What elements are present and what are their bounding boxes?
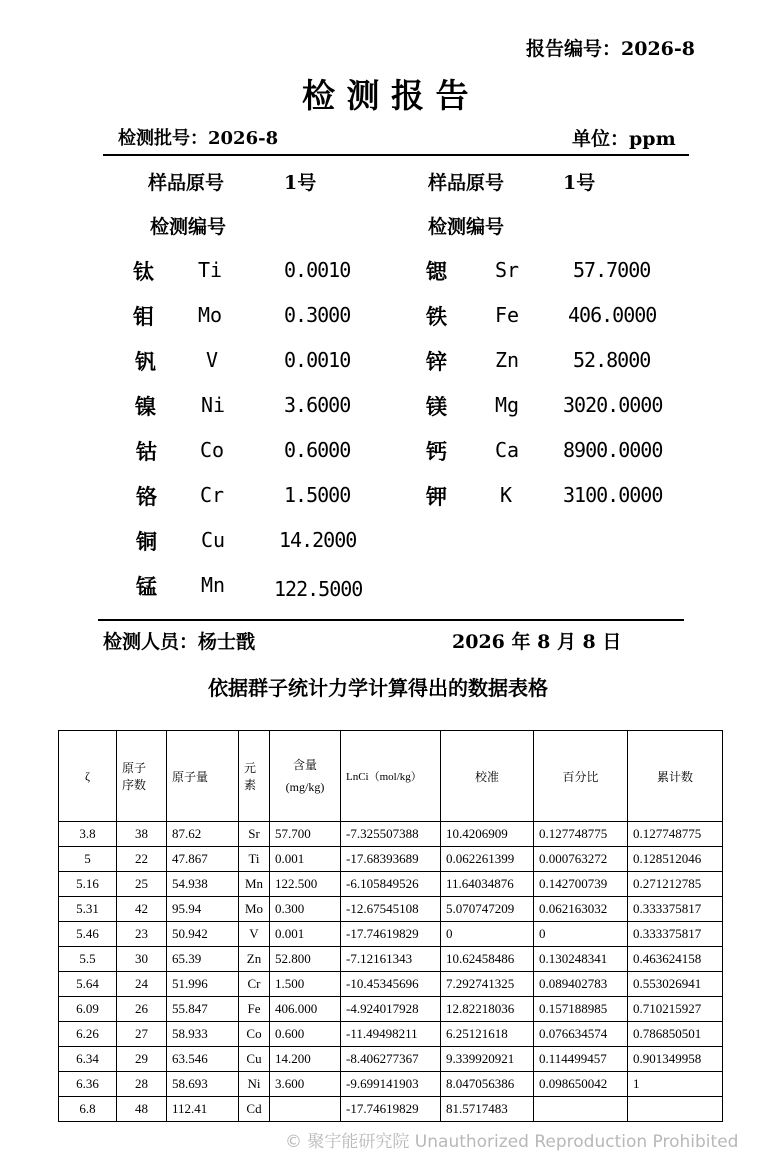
table-row <box>59 897 723 922</box>
table-cell: 6.36 <box>59 1072 117 1097</box>
element-value: 57.7000 <box>573 258 651 282</box>
table-cell: 5.46 <box>59 922 117 947</box>
table-cell: 0.128512046 <box>628 847 723 872</box>
table-cell: 55.847 <box>167 997 239 1022</box>
test-no-label-right: 检测编号 <box>428 216 505 238</box>
table-cell: 0.333375817 <box>628 922 723 947</box>
table-cell: 58.933 <box>167 1022 239 1047</box>
table-cell: 65.39 <box>167 947 239 972</box>
table-cell: 0.001 <box>270 922 341 947</box>
table-row <box>59 1022 723 1047</box>
table-cell: -17.74619829 <box>341 1097 441 1122</box>
header-cell: ζ <box>59 731 117 822</box>
report-number: 报告编号：2026-8 <box>526 38 695 60</box>
table-cell: 8.047056386 <box>441 1072 534 1097</box>
element-name: 镍 <box>135 394 156 419</box>
element-value: 406.0000 <box>568 303 657 327</box>
sample-label-right: 样品原号 <box>428 172 505 194</box>
table-cell: -9.699141903 <box>341 1072 441 1097</box>
table-row <box>59 922 723 947</box>
table-cell: 7.292741325 <box>441 972 534 997</box>
element-symbol: Ni <box>201 393 226 417</box>
table-cell: 42 <box>117 897 167 922</box>
element-value: 52.8000 <box>573 348 651 372</box>
element-symbol: Ca <box>495 438 520 462</box>
table-cell: 38 <box>117 822 167 847</box>
element-name: 锌 <box>426 349 447 374</box>
header-cell: 原子量 <box>167 731 239 822</box>
table-cell: 0 <box>441 922 534 947</box>
table-cell: Mo <box>239 897 270 922</box>
table-cell: -17.68393689 <box>341 847 441 872</box>
table-header-row <box>59 731 723 822</box>
table-cell: 6.25121618 <box>441 1022 534 1047</box>
table-cell: 23 <box>117 922 167 947</box>
table-cell: Cu <box>239 1047 270 1072</box>
watermark: © 聚宇能研究院 Unauthorized Reproduction Prohibited <box>285 1132 739 1152</box>
element-name: 锶 <box>426 259 447 284</box>
table-cell: 0.463624158 <box>628 947 723 972</box>
table-cell: 0.089402783 <box>534 972 628 997</box>
table-cell: -12.67545108 <box>341 897 441 922</box>
table-cell: 0.901349958 <box>628 1047 723 1072</box>
table-cell: 5 <box>59 847 117 872</box>
table-cell: 52.800 <box>270 947 341 972</box>
table-row <box>59 822 723 847</box>
test-no-label-left: 检测编号 <box>150 216 227 238</box>
element-name: 钼 <box>133 304 154 329</box>
table-cell: 1.500 <box>270 972 341 997</box>
element-symbol: Co <box>200 438 225 462</box>
table-cell: 0.062261399 <box>441 847 534 872</box>
table-cell: 10.4206909 <box>441 822 534 847</box>
element-value: 3020.0000 <box>563 393 663 417</box>
element-value: 14.2000 <box>279 528 357 552</box>
element-name: 钴 <box>136 439 157 464</box>
table-cell: 14.200 <box>270 1047 341 1072</box>
page-title: 检 测 报 告 <box>302 76 469 115</box>
table-cell: -7.12161343 <box>341 947 441 972</box>
table-cell: 25 <box>117 872 167 897</box>
table-cell: 50.942 <box>167 922 239 947</box>
table-cell: 48 <box>117 1097 167 1122</box>
table-cell: 63.546 <box>167 1047 239 1072</box>
table-cell: 0.710215927 <box>628 997 723 1022</box>
table-cell: -4.924017928 <box>341 997 441 1022</box>
element-symbol: V <box>206 348 219 372</box>
element-name: 钛 <box>133 259 154 284</box>
table-cell: 29 <box>117 1047 167 1072</box>
table-cell: 112.41 <box>167 1097 239 1122</box>
table-cell: -8.406277367 <box>341 1047 441 1072</box>
element-value: 0.6000 <box>284 438 351 462</box>
table-cell: 5.070747209 <box>441 897 534 922</box>
batch-number: 检测批号：2026-8 <box>118 128 279 149</box>
element-value: 122.5000 <box>274 577 363 601</box>
element-symbol: Fe <box>495 303 520 327</box>
table-cell: 6.09 <box>59 997 117 1022</box>
table-cell: 26 <box>117 997 167 1022</box>
table-cell: 27 <box>117 1022 167 1047</box>
element-name: 钙 <box>426 439 447 464</box>
table-cell: 0.098650042 <box>534 1072 628 1097</box>
element-symbol: Cr <box>200 483 225 507</box>
table-cell: 0.001 <box>270 847 341 872</box>
element-name: 锰 <box>136 574 157 599</box>
table-cell: 0.600 <box>270 1022 341 1047</box>
table-cell: 5.64 <box>59 972 117 997</box>
table-cell: 10.62458486 <box>441 947 534 972</box>
table-cell: 0.271212785 <box>628 872 723 897</box>
sample-value-left: 1号 <box>284 172 317 194</box>
header-cell: 元 素 <box>239 731 270 822</box>
table-row <box>59 847 723 872</box>
table-cell: 0.333375817 <box>628 897 723 922</box>
table-cell <box>534 1097 628 1122</box>
table-title: 依据群子统计力学计算得出的数据表格 <box>208 676 548 700</box>
element-value: 0.0010 <box>284 348 351 372</box>
table-cell: 0.062163032 <box>534 897 628 922</box>
table-cell: 54.938 <box>167 872 239 897</box>
element-name: 铁 <box>426 304 447 329</box>
table-cell: Cr <box>239 972 270 997</box>
header-cell: 含量 (mg/kg) <box>270 731 341 822</box>
table-cell: 6.26 <box>59 1022 117 1047</box>
table-cell: 0.076634574 <box>534 1022 628 1047</box>
table-cell: 1 <box>628 1072 723 1097</box>
table-row <box>59 872 723 897</box>
table-cell: 12.82218036 <box>441 997 534 1022</box>
table-cell: 0.300 <box>270 897 341 922</box>
table-cell: 5.5 <box>59 947 117 972</box>
table-cell: 11.64034876 <box>441 872 534 897</box>
table-cell: 0.157188985 <box>534 997 628 1022</box>
table-cell: 6.8 <box>59 1097 117 1122</box>
table-cell: 87.62 <box>167 822 239 847</box>
header-cell: 原子 序数 <box>117 731 167 822</box>
table-cell: 95.94 <box>167 897 239 922</box>
element-value: 0.0010 <box>284 258 351 282</box>
table-cell: 6.34 <box>59 1047 117 1072</box>
table-cell: 9.339920921 <box>441 1047 534 1072</box>
table-cell: 0.786850501 <box>628 1022 723 1047</box>
table-cell: 51.996 <box>167 972 239 997</box>
header-cell: LnCi（mol/kg） <box>341 731 441 822</box>
table-cell: 0.127748775 <box>628 822 723 847</box>
table-cell: 24 <box>117 972 167 997</box>
data-table <box>58 730 723 1122</box>
element-name: 钾 <box>426 484 447 509</box>
header-cell: 累计数 <box>628 731 723 822</box>
table-cell: 57.700 <box>270 822 341 847</box>
table-row <box>59 947 723 972</box>
table-cell: 81.5717483 <box>441 1097 534 1122</box>
table-cell: 30 <box>117 947 167 972</box>
table-cell: Co <box>239 1022 270 1047</box>
element-value: 0.3000 <box>284 303 351 327</box>
unit-label: 单位：ppm <box>572 128 676 150</box>
table-cell: 58.693 <box>167 1072 239 1097</box>
table-cell: 0.142700739 <box>534 872 628 897</box>
inspector: 检测人员：杨士戬 <box>103 631 256 653</box>
table-cell: 0.114499457 <box>534 1047 628 1072</box>
table-cell: Ni <box>239 1072 270 1097</box>
element-value: 3100.0000 <box>563 483 663 507</box>
element-symbol: Ti <box>198 258 223 282</box>
table-cell: 5.16 <box>59 872 117 897</box>
element-symbol: Cu <box>201 528 226 552</box>
report-date: 2026 年 8 月 8 日 <box>452 631 622 653</box>
element-value: 3.6000 <box>284 393 351 417</box>
table-cell: 47.867 <box>167 847 239 872</box>
table-cell: -6.105849526 <box>341 872 441 897</box>
sample-label-left: 样品原号 <box>148 172 225 194</box>
element-value: 1.5000 <box>284 483 351 507</box>
element-name: 铜 <box>136 529 157 554</box>
table-row <box>59 997 723 1022</box>
table-cell: Sr <box>239 822 270 847</box>
table-cell: 0 <box>534 922 628 947</box>
header-cell: 校准 <box>441 731 534 822</box>
table-row <box>59 1047 723 1072</box>
table-cell: -7.325507388 <box>341 822 441 847</box>
element-name: 钒 <box>135 349 156 374</box>
header-cell: 百分比 <box>534 731 628 822</box>
table-cell: Fe <box>239 997 270 1022</box>
element-symbol: Mn <box>201 573 226 597</box>
table-cell: 0.127748775 <box>534 822 628 847</box>
table-cell: -11.49498211 <box>341 1022 441 1047</box>
table-cell <box>270 1097 341 1122</box>
table-cell: 3.8 <box>59 822 117 847</box>
table-cell: Zn <box>239 947 270 972</box>
table-cell: 3.600 <box>270 1072 341 1097</box>
table-cell: -10.45345696 <box>341 972 441 997</box>
table-cell: 0.000763272 <box>534 847 628 872</box>
element-symbol: Sr <box>495 258 520 282</box>
element-symbol: Mg <box>495 393 520 417</box>
table-cell: Mn <box>239 872 270 897</box>
table-row <box>59 1072 723 1097</box>
element-value: 8900.0000 <box>563 438 663 462</box>
table-cell: 28 <box>117 1072 167 1097</box>
table-cell <box>628 1097 723 1122</box>
table-cell: 0.553026941 <box>628 972 723 997</box>
table-row <box>59 1097 723 1122</box>
element-symbol: Mo <box>198 303 223 327</box>
table-cell: -17.74619829 <box>341 922 441 947</box>
table-row <box>59 972 723 997</box>
sample-value-right: 1号 <box>563 172 596 194</box>
top-divider <box>103 154 689 156</box>
table-cell: 122.500 <box>270 872 341 897</box>
table-cell: Ti <box>239 847 270 872</box>
element-name: 铬 <box>136 484 157 509</box>
table-cell: Cd <box>239 1097 270 1122</box>
element-symbol: Zn <box>495 348 520 372</box>
element-symbol: K <box>500 483 513 507</box>
bottom-divider <box>98 619 684 621</box>
table-cell: V <box>239 922 270 947</box>
table-cell: 0.130248341 <box>534 947 628 972</box>
table-cell: 406.000 <box>270 997 341 1022</box>
table-cell: 22 <box>117 847 167 872</box>
element-name: 镁 <box>426 394 447 419</box>
table-cell: 5.31 <box>59 897 117 922</box>
